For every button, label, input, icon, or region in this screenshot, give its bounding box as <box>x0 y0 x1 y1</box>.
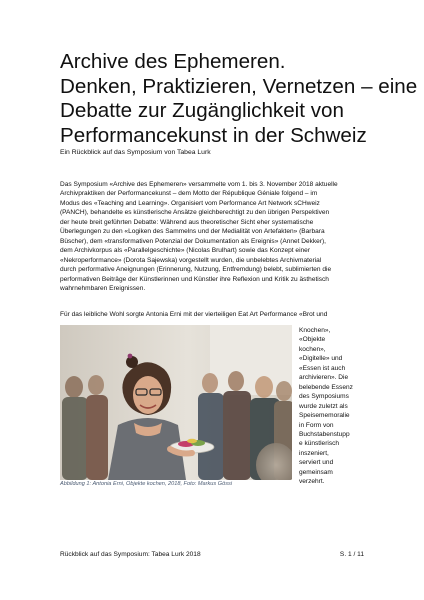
page-footer <box>60 551 364 558</box>
title-line: Debatte zur Zugänglichkeit von <box>60 99 344 123</box>
text-line: in Form von <box>299 421 334 429</box>
text-line: der heute breit geführten Debatte: Während aus theoretischer Sicht eher systematische <box>60 218 314 226</box>
text-line: Für das leibliche Wohl sorgte Antonia Erni mit der vierteiligen Eat Art Performance «Brot und <box>60 311 328 318</box>
side-paragraph <box>299 326 361 487</box>
text-line: Büscher), dem «transformativen Potenzial der Dokumentation als Ereignis» (Annet Dekker), <box>60 237 326 245</box>
text-line: Speisememoralie <box>299 412 350 420</box>
text-line: e künstlerisch <box>299 440 340 448</box>
text-line: inszeniert, <box>299 449 329 457</box>
text-line: durch performative Aneignungen (Erinnerung, Nutzung, Entfremdung) belebt, sublimierten die <box>60 266 332 274</box>
intro-paragraph <box>60 180 360 293</box>
text-line: wurde zuletzt als <box>299 402 348 410</box>
text-line: serviert und <box>299 459 334 467</box>
photo-caption: Abbildung 1: Antonia Erni, Objekte kochen, 2018, Foto: Markus Gössi <box>60 481 233 487</box>
document-subtitle: Ein Rückblick auf das Symposium von Tabea Lurk <box>60 149 211 156</box>
text-line: «Essen ist auch <box>299 364 346 372</box>
text-line: «Digitelle» und <box>299 355 343 363</box>
text-line: «Objekte <box>299 336 326 344</box>
text-line: kochen», <box>299 345 326 353</box>
document-title <box>60 50 418 148</box>
second-paragraph <box>60 310 327 319</box>
photo-illustration <box>60 325 292 480</box>
text-line: (PANCH), behandelte es künstlerische Ansätze gleichberechtigt zu den übrigen Perspektiven <box>60 209 330 217</box>
text-line: Modus des «Teaching and Learning». Organisiert vom Performance Art Network sCHweiz <box>60 199 320 207</box>
text-line: des Symposiums <box>299 393 349 401</box>
text-line: Knochen», <box>299 327 331 334</box>
text-line: performativen Beiträge der Künstlerinnen und Künstler ihre Reflexion und Kritik zu ästhetisch <box>60 275 329 283</box>
title-line: Archive des Ephemeren. <box>60 50 286 73</box>
footer-left: Rückblick auf das Symposium: Tabea Lurk 2018 <box>60 551 201 558</box>
text-line: Buchstabenstupp <box>299 430 350 438</box>
text-line: Das Symposium «Archive des Ephemeren» versammelte vom 1. bis 3. November 2018 aktuelle <box>60 181 338 188</box>
text-line: Archivpraktiken der Performancekunst – dem Motto der République Géniale folgend – im <box>60 190 318 198</box>
text-line: «Nekroperformance» (Dorota Sajewska) vorgestellt wurden, die unbelebtes Archivmaterial <box>60 256 322 264</box>
text-line: archivieren». Die <box>299 374 349 382</box>
text-line: gemeinsam <box>299 468 333 476</box>
text-line: dem Archivkorpus als «Parallelgeschichte» (Nicolas Brulhart) sowie das Konzept einer <box>60 247 310 255</box>
page-number: S. 1 / 11 <box>339 551 364 558</box>
title-line: Performancekunst in der Schweiz <box>60 123 367 147</box>
text-line: verzehrt. <box>299 478 325 486</box>
text-line: belebende Essenz <box>299 383 353 391</box>
text-line: Überlegungen zu den «Logiken des Sammelns und der Medialität von Artefakten» (Barbara <box>60 228 325 236</box>
performance-photo <box>60 325 292 480</box>
text-line: wahrnehmbaren Ereignissen. <box>60 284 146 292</box>
title-line: Denken, Praktizieren, Vernetzen – eine <box>60 74 418 98</box>
